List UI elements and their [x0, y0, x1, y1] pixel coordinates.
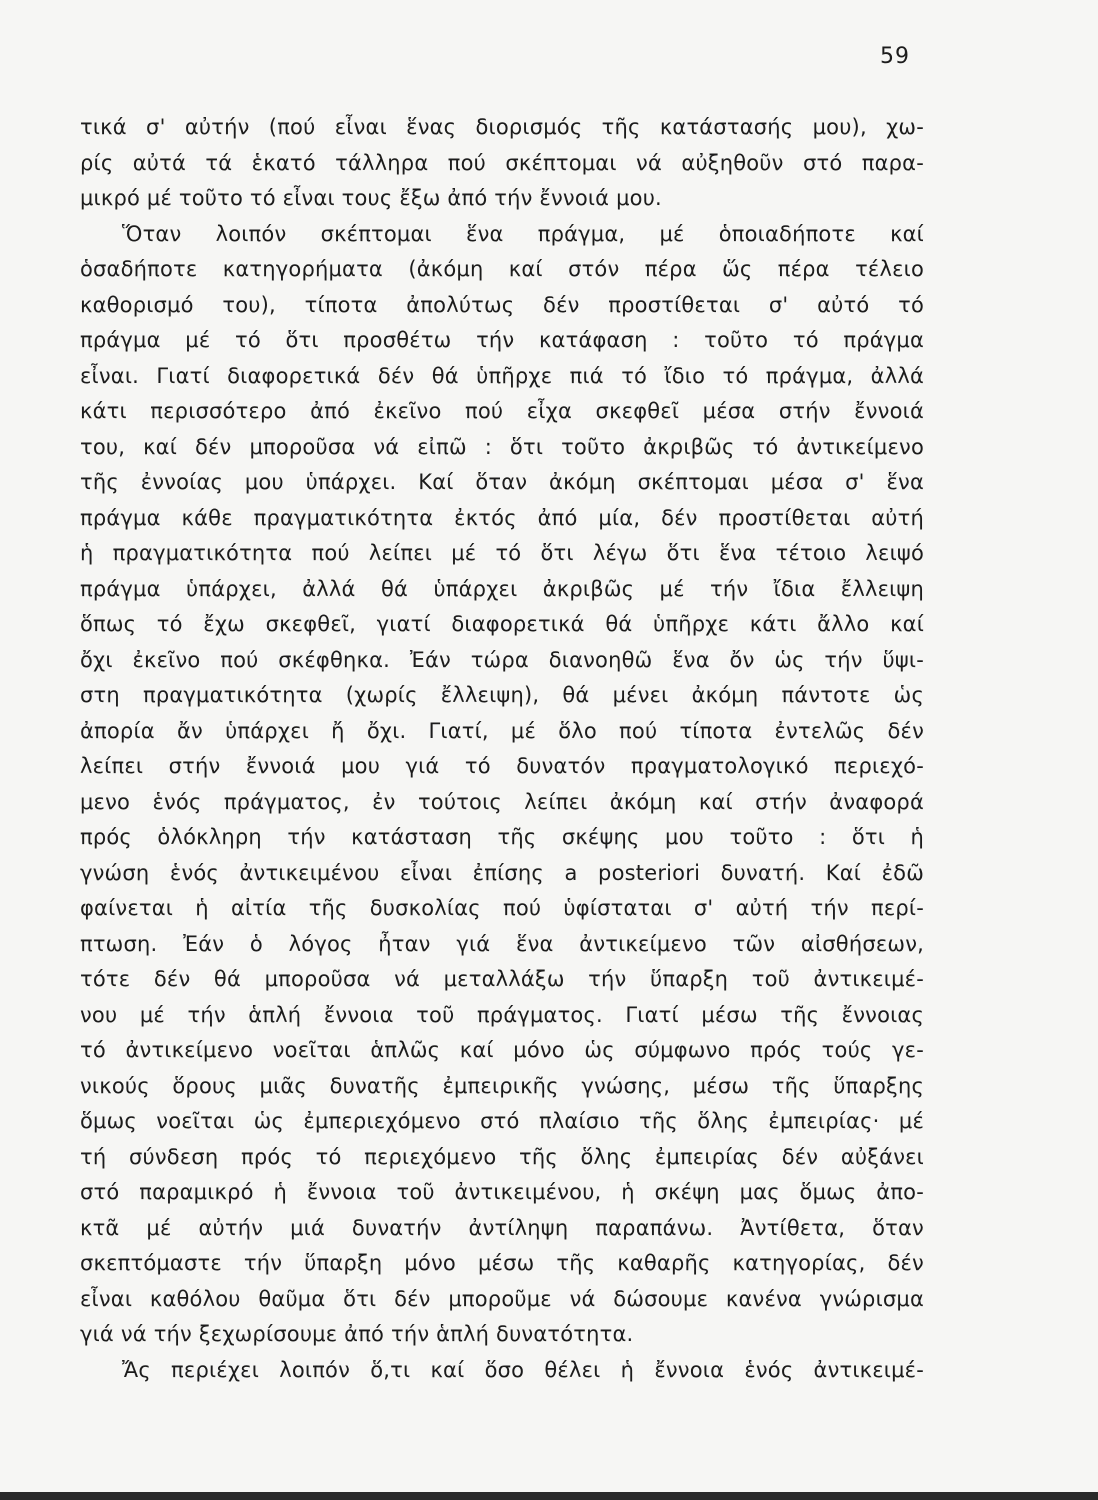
text-line: εἶναι. Γιατί διαφορετικά δέν θά ὑπῆρχε πιά τό ἴδιο τό πράγμα, ἀλλά	[80, 363, 924, 388]
text-line: ἀπορία ἄν ὑπάρχει ἤ ὄχι. Γιατί, μέ ὅλο πού τίποτα ἐντελῶς δέν	[80, 718, 924, 743]
text-line: ὅπως τό ἔχω σκεφθεῖ, γιατί διαφορετικά θά ὑπῆρχε κάτι ἄλλο καί	[80, 612, 924, 636]
text-line: σκεπτόμαστε τήν ὕπαρξη μόνο μέσω τῆς καθαρῆς κατηγορίας, δέν	[80, 1251, 924, 1275]
text-line: πράγμα κάθε πραγματικότητα ἐκτός ἀπό μία, δέν προστίθεται αὐτή	[80, 505, 924, 530]
page-number: 59	[880, 44, 910, 69]
text-line: καθορισμό του), τίποτα ἀπολύτως δέν προστίθεται σ' αὐτό τό	[80, 292, 924, 317]
body-text	[80, 110, 924, 1388]
text-line: τή σύνδεση πρός τό περιεχόμενο τῆς ὅλης ἐμπειρίας δέν αὐξάνει	[80, 1144, 924, 1169]
text-line: μενο ἑνός πράγματος, ἐν τούτοις λείπει ἀκόμη καί στήν ἀναφορά	[80, 789, 924, 814]
text-line: πράγμα ὑπάρχει, ἀλλά θά ὑπάρχει ἀκριβῶς μέ τήν ἴδια ἔλλειψη	[80, 576, 924, 601]
text-line: ὄχι ἐκεῖνο πού σκέφθηκα. Ἐάν τώρα διανοηθῶ ἕνα ὄν ὡς τήν ὕψι-	[80, 647, 924, 672]
text-line: ὁσαδήποτε κατηγορήματα (ἀκόμη καί στόν πέρα ὥς πέρα τέλειο	[80, 257, 924, 281]
text-line: ρίς αὐτά τά ἑκατό τάλληρα πού σκέπτομαι νά αὐξηθοῦν στό παρα-	[80, 150, 924, 175]
text-line: κτᾶ μέ αὐτήν μιά δυνατήν ἀντίληψη παραπάνω. Ἀντίθετα, ὅταν	[80, 1215, 924, 1240]
text-line: Ὅταν λοιπόν σκέπτομαι ἕνα πράγμα, μέ ὁποιαδήποτε καί	[122, 221, 924, 246]
text-line: νου μέ τήν ἁπλή ἔννοια τοῦ πράγματος. Γιατί μέσω τῆς ἔννοιας	[80, 1002, 924, 1027]
text-line: του, καί δέν μποροῦσα νά εἰπῶ : ὅτι τοῦτο ἀκριβῶς τό ἀντικείμενο	[80, 434, 924, 459]
text-line: στη πραγματικότητα (χωρίς ἔλλειψη), θά μένει ἀκόμη πάντοτε ὡς	[80, 683, 924, 707]
text-line: Ἄς περιέχει λοιπόν ὅ,τι καί ὅσο θέλει ἡ ἔννοια ἑνός ἀντικειμέ-	[122, 1357, 924, 1382]
text-line: νικούς ὅρους μιᾶς δυνατῆς ἐμπειρικῆς γνώσης, μέσω τῆς ὕπαρξης	[80, 1073, 924, 1098]
text-line: στό παραμικρό ἡ ἔννοια τοῦ ἀντικειμένου, ἡ σκέψη μας ὅμως ἀπο-	[80, 1180, 924, 1204]
text-line: ἡ πραγματικότητα πού λείπει μέ τό ὅτι λέγω ὅτι ἕνα τέτοιο λειψό	[80, 541, 924, 565]
text-line: τότε δέν θά μποροῦσα νά μεταλλάξω τήν ὕπαρξη τοῦ ἀντικειμέ-	[80, 967, 924, 991]
text-line: εἶναι καθόλου θαῦμα ὅτι δέν μποροῦμε νά δώσουμε κανένα γνώρισμα	[80, 1286, 924, 1311]
text-line: φαίνεται ἡ αἰτία τῆς δυσκολίας πού ὑφίσταται σ' αὐτή τήν περί-	[80, 896, 924, 920]
text-line: ὅμως νοεῖται ὡς ἐμπεριεχόμενο στό πλαίσιο τῆς ὅλης ἐμπειρίας· μέ	[80, 1109, 924, 1133]
text-line: μικρό μέ τοῦτο τό εἶναι τους ἔξω ἀπό τήν ἔννοιά μου.	[80, 186, 662, 210]
text-line: πτωση. Ἐάν ὁ λόγος ἦταν γιά ἕνα ἀντικείμενο τῶν αἰσθήσεων,	[80, 931, 924, 956]
text-line: κάτι περισσότερο ἀπό ἐκεῖνο πού εἶχα σκεφθεῖ μέσα στήν ἔννοιά	[80, 399, 924, 423]
text-line: τικά σ' αὐτήν (πού εἶναι ἕνας διορισμός τῆς κατάστασής μου), χω-	[80, 115, 924, 139]
text-line: λείπει στήν ἔννοιά μου γιά τό δυνατόν πραγματολογικό περιεχό-	[80, 754, 924, 778]
text-line: γνώση ἑνός ἀντικειμένου εἶναι ἐπίσης a posteriori δυνατή. Καί ἐδῶ	[80, 860, 924, 885]
text-line: τῆς ἐννοίας μου ὑπάρχει. Καί ὅταν ἀκόμη σκέπτομαι μέσα σ' ἕνα	[80, 470, 924, 494]
text-line: πρός ὁλόκληρη τήν κατάσταση τῆς σκέψης μου τοῦτο : ὅτι ἡ	[80, 825, 924, 849]
text-line: γιά νά τήν ξεχωρίσουμε ἀπό τήν ἁπλή δυνατότητα.	[80, 1322, 634, 1346]
text-line: πράγμα μέ τό ὅτι προσθέτω τήν κατάφαση : τοῦτο τό πράγμα	[80, 328, 924, 352]
text-line: τό ἀντικείμενο νοεῖται ἁπλῶς καί μόνο ὡς σύμφωνο πρός τούς γε-	[80, 1038, 924, 1062]
scan-bottom-edge	[0, 1492, 1098, 1500]
